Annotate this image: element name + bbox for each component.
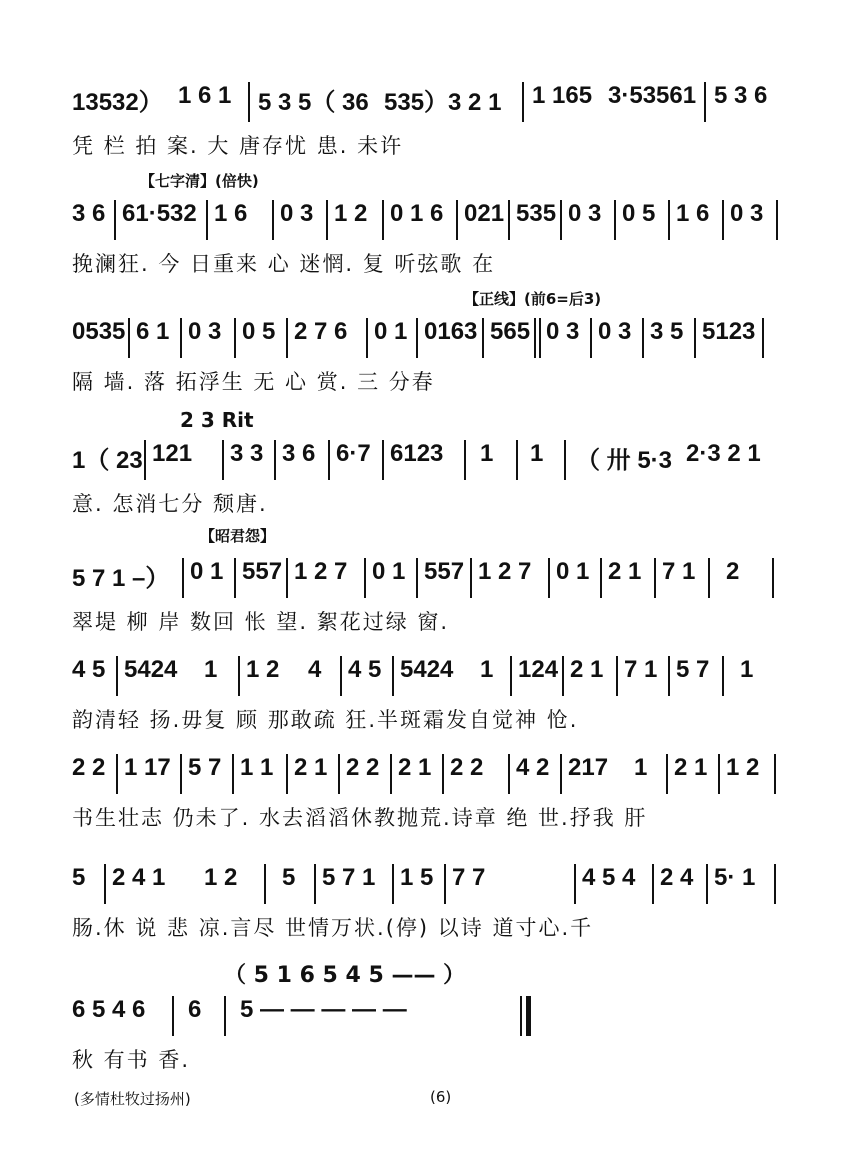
- barline: [180, 754, 182, 794]
- measure: 13532）: [72, 89, 163, 116]
- measure: 7 1: [624, 656, 658, 683]
- barline: [116, 656, 118, 696]
- barline: [562, 656, 564, 696]
- measure: 2 2: [72, 754, 106, 781]
- barline: [772, 558, 774, 598]
- lyric-line: 凭 栏 拍 案. 大 唐存忧 患. 未许: [72, 134, 404, 158]
- measure: 2: [726, 558, 740, 585]
- barline: [392, 864, 394, 904]
- notation-line: [72, 656, 792, 694]
- barline: [238, 656, 240, 696]
- measure: 4 5: [348, 656, 382, 683]
- measure: 1 17: [124, 754, 171, 781]
- measure: 0 1: [190, 558, 224, 585]
- measure: 0 3: [730, 200, 764, 227]
- measure: 4 5 4: [582, 864, 636, 891]
- measure: 1 6: [214, 200, 248, 227]
- measure: 6 1: [136, 318, 170, 345]
- barline: [116, 754, 118, 794]
- measure: 1 2 7: [294, 558, 348, 585]
- barline: [560, 200, 562, 240]
- measure: 6·7: [336, 440, 371, 467]
- notation-line: [72, 754, 792, 792]
- section-marking: 【七字清】(倍快): [140, 172, 259, 190]
- lyric-line: 书生壮志 仍未了. 水去滔滔休教抛荒.诗章 绝 世.抒我 肝: [72, 806, 648, 830]
- measure: 2·3 2 1: [686, 440, 761, 467]
- measure: 2 1: [674, 754, 708, 781]
- measure: 5 7: [676, 656, 710, 683]
- measure: 5: [282, 864, 296, 891]
- barline: [694, 318, 696, 358]
- barline: [234, 318, 236, 358]
- measure: 5424: [124, 656, 178, 683]
- measure: 0163: [424, 318, 478, 345]
- measure: 1 2: [334, 200, 368, 227]
- barline: [456, 200, 458, 240]
- measure: 3 5: [650, 318, 684, 345]
- measure: 1 2 7: [478, 558, 532, 585]
- barline: [286, 558, 288, 598]
- measure: 2 1: [608, 558, 642, 585]
- barline: [314, 864, 316, 904]
- barline: [382, 200, 384, 240]
- barline: [666, 754, 668, 794]
- barline: [516, 440, 518, 480]
- barline: [364, 558, 366, 598]
- barline: [128, 318, 130, 358]
- page-number: (6): [430, 1088, 452, 1106]
- measure: 0 3: [568, 200, 602, 227]
- measure: 7 7: [452, 864, 486, 891]
- measure: 5 7 1: [322, 864, 376, 891]
- measure: 3 6: [72, 200, 106, 227]
- measure: 1 5: [400, 864, 434, 891]
- barline: [416, 318, 418, 358]
- measure: 5 3 5（ 36: [258, 89, 369, 116]
- notation-line: [72, 318, 792, 356]
- measure: 5: [72, 864, 86, 891]
- barline: [539, 318, 541, 358]
- section-marking: 【正线】(前6=后3): [464, 290, 602, 308]
- barline: [616, 656, 618, 696]
- barline: [338, 754, 340, 794]
- measure: 1: [480, 440, 494, 467]
- measure: 0 1: [372, 558, 406, 585]
- notation-line: [72, 558, 792, 596]
- barline: [564, 440, 566, 480]
- barline: [704, 82, 706, 122]
- barline: [482, 318, 484, 358]
- barline: [668, 656, 670, 696]
- barline: [234, 558, 236, 598]
- lyric-line: 翠堤 柳 岸 数回 怅 望. 絮花过绿 窗.: [72, 610, 450, 634]
- barline: [286, 754, 288, 794]
- measure: 1 2: [204, 864, 238, 891]
- barline: [182, 558, 184, 598]
- lyric-line: 意. 怎消七分 颓唐.: [72, 492, 268, 516]
- measure: 0 3: [188, 318, 222, 345]
- notation-line: [72, 864, 792, 902]
- measure: 5424: [400, 656, 454, 683]
- lyric-line: 韵清轻 扬.毋复 顾 那敢疏 狂.半斑霜发自觉神 怆.: [72, 708, 579, 732]
- measure: 3 3: [230, 440, 264, 467]
- lyric-line: 肠.休 说 悲 凉.言尽 世情万状.(停) 以诗 道寸心.千: [72, 916, 594, 940]
- measure: 7 1: [662, 558, 696, 585]
- measure: 6: [188, 996, 202, 1023]
- barline: [366, 318, 368, 358]
- barline: [286, 318, 288, 358]
- barline: [574, 864, 576, 904]
- measure: 5 — — — — —: [240, 996, 407, 1023]
- measure: 4 5: [72, 656, 106, 683]
- barline: [522, 82, 524, 122]
- measure: 2 2: [450, 754, 484, 781]
- barline: [248, 82, 250, 122]
- final-barline-thick: [526, 996, 531, 1036]
- barline: [114, 200, 116, 240]
- measure: （ 卅 5·3: [576, 447, 673, 474]
- measure: 557: [424, 558, 465, 585]
- barline: [668, 200, 670, 240]
- barline: [180, 318, 182, 358]
- measure: 0 3: [546, 318, 580, 345]
- barline: [642, 318, 644, 358]
- section-marking: 【昭君怨】: [200, 527, 276, 545]
- barline: [274, 440, 276, 480]
- barline: [328, 440, 330, 480]
- measure: 0 3: [280, 200, 314, 227]
- measure: 2 4: [660, 864, 694, 891]
- lyric-line: 秋 有书 香.: [72, 1048, 191, 1072]
- measure: 4 2: [516, 754, 550, 781]
- final-barline: [520, 996, 522, 1036]
- measure: 121: [152, 440, 193, 467]
- measure: 1: [204, 656, 218, 683]
- barline: [774, 864, 776, 904]
- measure: 1: [634, 754, 648, 781]
- barline: [442, 754, 444, 794]
- barline: [708, 558, 710, 598]
- barline: [264, 864, 266, 904]
- barline: [382, 440, 384, 480]
- notation-line: [72, 996, 792, 1034]
- barline: [548, 558, 550, 598]
- barline: [508, 754, 510, 794]
- measure: 61·532: [122, 200, 197, 227]
- barline: [224, 996, 226, 1036]
- barline: [104, 864, 106, 904]
- lyric-line: 隔 墙. 落 拓浮生 无 心 赏. 三 分春: [72, 370, 435, 394]
- barline: [144, 440, 146, 480]
- instrumental-interlude: （ 5 1 6 5 4 5 —— ）: [224, 963, 466, 988]
- barline: [560, 754, 562, 794]
- measure: 3·53561: [608, 82, 697, 109]
- notation-line: [72, 200, 792, 238]
- measure: 565: [490, 318, 531, 345]
- barline: [464, 440, 466, 480]
- measure: 1 6: [676, 200, 710, 227]
- barline: [600, 558, 602, 598]
- barline: [172, 996, 174, 1036]
- measure: 1: [530, 440, 544, 467]
- measure: 0 1: [556, 558, 590, 585]
- source-caption: (多情杜牧过扬州): [74, 1090, 191, 1108]
- measure: 5123: [702, 318, 756, 345]
- measure: 4: [308, 656, 322, 683]
- notation-line: [72, 440, 792, 478]
- measure: 217: [568, 754, 609, 781]
- measure: 1 1: [240, 754, 274, 781]
- tempo-marking: 2 3 Rit: [180, 408, 254, 432]
- measure: 0535: [72, 318, 126, 345]
- measure: 2 2: [346, 754, 380, 781]
- barline: [392, 656, 394, 696]
- measure: 021: [464, 200, 505, 227]
- barline: [762, 318, 764, 358]
- barline: [272, 200, 274, 240]
- barline: [718, 754, 720, 794]
- barline: [722, 200, 724, 240]
- measure: 1（ 23: [72, 447, 143, 474]
- measure: 1 165: [532, 82, 593, 109]
- measure: 5 3 6: [714, 82, 768, 109]
- barline: [470, 558, 472, 598]
- barline: [776, 200, 778, 240]
- barline: [508, 200, 510, 240]
- barline: [232, 754, 234, 794]
- barline: [706, 864, 708, 904]
- measure: 1: [480, 656, 494, 683]
- barline: [654, 558, 656, 598]
- lyric-line: 挽澜狂. 今 日重来 心 迷惘. 复 听弦歌 在: [72, 252, 496, 276]
- measure: 0 5: [622, 200, 656, 227]
- measure: 0 1: [374, 318, 408, 345]
- measure: 0 1 6: [390, 200, 444, 227]
- notation-line: [72, 82, 792, 120]
- measure: 2 4 1: [112, 864, 166, 891]
- measure: 1 2: [246, 656, 280, 683]
- barline: [614, 200, 616, 240]
- barline: [340, 656, 342, 696]
- barline: [722, 656, 724, 696]
- measure: 535: [516, 200, 557, 227]
- measure: 535）3 2 1: [384, 89, 502, 116]
- barline: [652, 864, 654, 904]
- barline: [774, 754, 776, 794]
- measure: 124: [518, 656, 559, 683]
- barline: [206, 200, 208, 240]
- measure: 2 1: [294, 754, 328, 781]
- barline: [590, 318, 592, 358]
- measure: 6123: [390, 440, 444, 467]
- barline: [326, 200, 328, 240]
- barline: [222, 440, 224, 480]
- barline: [416, 558, 418, 598]
- measure: 3 6: [282, 440, 316, 467]
- measure: 5· 1: [714, 864, 756, 891]
- measure: 557: [242, 558, 283, 585]
- barline: [534, 318, 536, 358]
- measure: 0 3: [598, 318, 632, 345]
- measure: 2 1: [570, 656, 604, 683]
- measure: 2 7 6: [294, 318, 348, 345]
- measure: 6 5 4 6: [72, 996, 146, 1023]
- barline: [510, 656, 512, 696]
- measure: 5 7 1 –）: [72, 565, 170, 592]
- measure: 1: [740, 656, 754, 683]
- measure: 2 1: [398, 754, 432, 781]
- measure: 0 5: [242, 318, 276, 345]
- barline: [390, 754, 392, 794]
- measure: 1 2: [726, 754, 760, 781]
- measure: 1 6 1: [178, 82, 232, 109]
- barline: [444, 864, 446, 904]
- measure: 5 7: [188, 754, 222, 781]
